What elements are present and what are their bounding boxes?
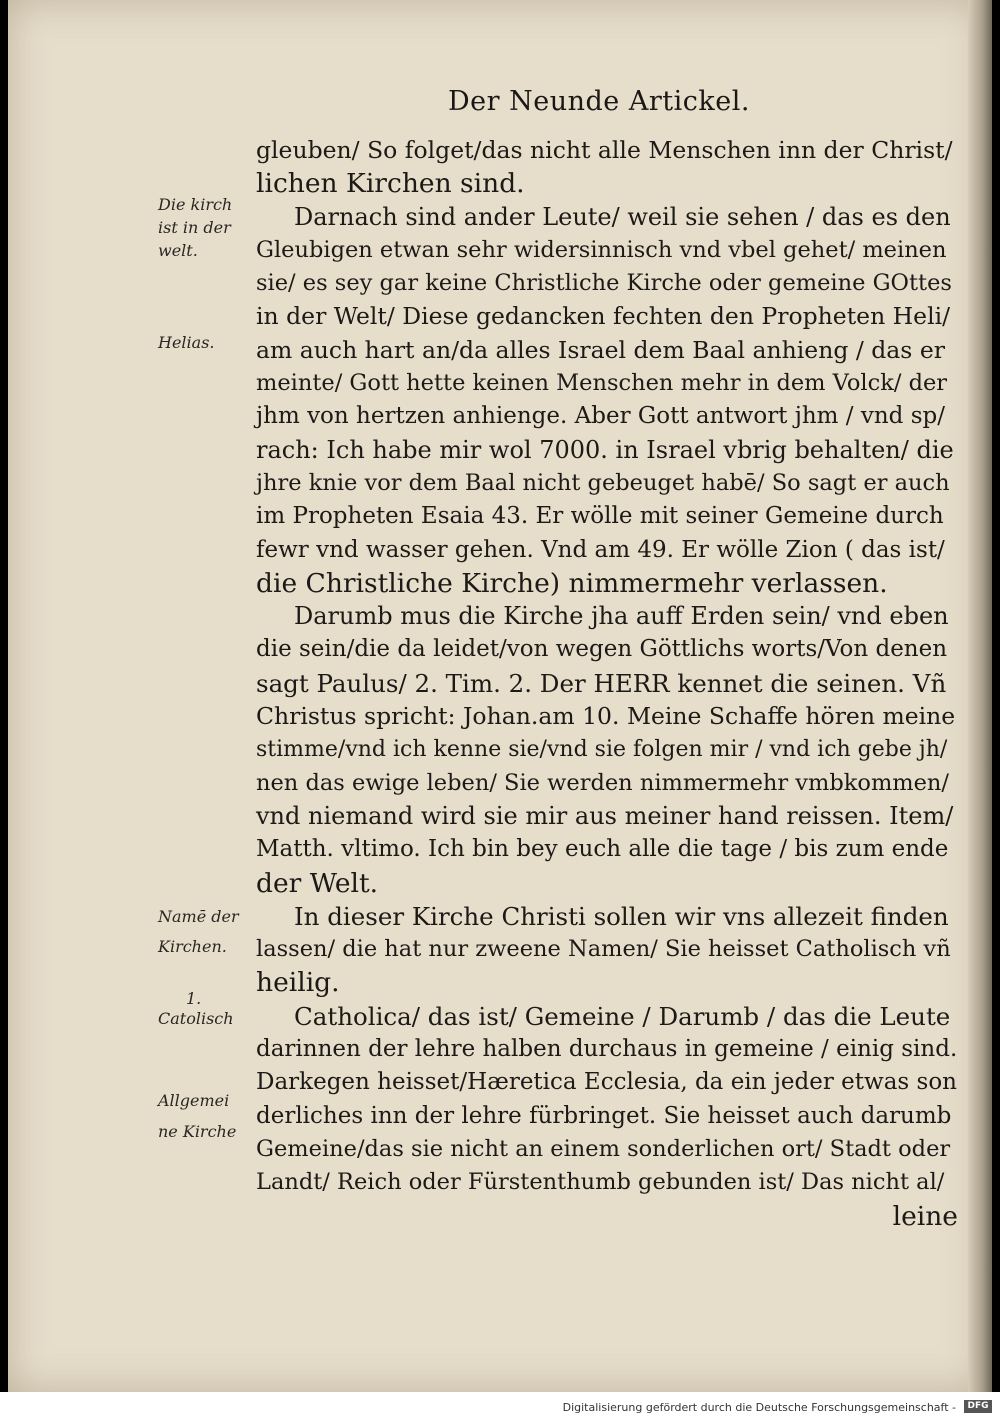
text-line: Gleubigen etwan sehr widersinnisch vnd vbel gehet/ meinen [256, 236, 947, 263]
text-line: derliches inn der lehre fürbringet. Sie heisset auch darumb [256, 1102, 952, 1129]
margin-note: Kirchen. [158, 937, 227, 956]
margin-note: Helias. [158, 333, 215, 352]
text-line: sagt Paulus/ 2. Tim. 2. Der HERR kennet die seinen. Vñ [256, 668, 947, 698]
text-line: am auch hart an/da alles Israel dem Baal anhieng / das er [256, 335, 945, 364]
text-line: Darumb mus die Kirche jha auff Erden sein/ vnd eben [294, 602, 949, 631]
text-line: darinnen der lehre halben durchaus in gemeine / einig sind. [256, 1036, 958, 1063]
text-line: meinte/ Gott hette keinen Menschen mehr in dem Volck/ der [256, 370, 948, 397]
margin-note: Die kirch [158, 195, 233, 214]
text-line: fewr vnd wasser gehen. Vnd am 49. Er wölle Zion ( das ist/ [256, 536, 945, 563]
text-line: im Propheten Esaia 43. Er wölle mit seiner Gemeine durch [256, 503, 944, 530]
body-text [256, 134, 958, 1233]
text-line: Catholica/ das ist/ Gemeine / Darumb / das die Leute [294, 1001, 951, 1031]
margin-note: welt. [158, 241, 198, 260]
running-header: Der Neunde Artickel. [448, 86, 750, 117]
margin-note: Catolisch [158, 1009, 234, 1028]
text-line: jhm von hertzen anhienge. Aber Gott antwort jhm / vnd sp/ [256, 403, 945, 430]
text-line: nen das ewige leben/ Sie werden nimmermehr vmbkommen/ [256, 769, 949, 796]
text-line: Darnach sind ander Leute/ weil sie sehen / das es den [294, 202, 951, 231]
text-line: jhre knie vor dem Baal nicht gebeuget habē/ So sagt er auch [256, 469, 950, 496]
text-line: heilig. [256, 967, 340, 999]
text-line: stimme/vnd ich kenne sie/vnd sie folgen mir / vnd ich gebe jh/ [256, 737, 948, 763]
footer-bar [0, 1392, 1000, 1422]
page-fold-shadow [968, 0, 992, 1392]
margin-note: Allgemei [158, 1091, 230, 1110]
dfg-logo: DFG [964, 1400, 992, 1413]
text-line: die Christliche Kirche) nimmermehr verlassen. [256, 567, 888, 599]
text-line: In dieser Kirche Christi sollen wir vns allezeit finden [294, 901, 949, 931]
text-line: Matth. vltimo. Ich bin bey euch alle die tage / bis zum ende [256, 836, 949, 863]
text-line: der Welt. [256, 867, 379, 899]
text-line: Landt/ Reich oder Fürstenthumb gebunden ist/ Das nicht al/ [256, 1169, 945, 1196]
margin-note: ist in der [158, 218, 231, 237]
text-line: vnd niemand wird sie mir aus meiner hand reissen. Item/ [256, 801, 954, 830]
text-line: rach: Ich habe mir wol 7000. in Israel vbrig behalten/ die [256, 435, 954, 464]
text-line: sie/ es sey gar keine Christliche Kirche oder gemeine GOttes [256, 270, 952, 297]
text-line: lassen/ die hat nur zweene Namen/ Sie heisset Catholisch vñ [256, 936, 951, 963]
text-line: in der Welt/ Diese gedancken fechten den Propheten Heli/ [256, 302, 951, 331]
margin-note: Namē der [158, 907, 239, 926]
text-line: Gemeine/das sie nicht an einem sonderlichen ort/ Stadt oder [256, 1135, 951, 1162]
document-page [8, 0, 984, 1392]
text-line: Darkegen heisset/Hæretica Ecclesia, da ein jeder etwas son [256, 1069, 957, 1096]
text-line: lichen Kirchen sind. [256, 168, 525, 200]
text-line: gleuben/ So folget/das nicht alle Menschen inn der Christ/ [256, 136, 953, 164]
margin-note: ne Kirche [158, 1122, 237, 1141]
margin-note: 1. [186, 989, 202, 1008]
text-line: die sein/die da leidet/von wegen Göttlichs worts/Von denen [256, 636, 948, 663]
text-line: Christus spricht: Johan.am 10. Meine Schaffe hören meine [256, 702, 956, 731]
catchword: leine [892, 1200, 958, 1232]
funding-notice: Digitalisierung gefördert durch die Deutsche Forschungsgemeinschaft - [562, 1401, 956, 1414]
